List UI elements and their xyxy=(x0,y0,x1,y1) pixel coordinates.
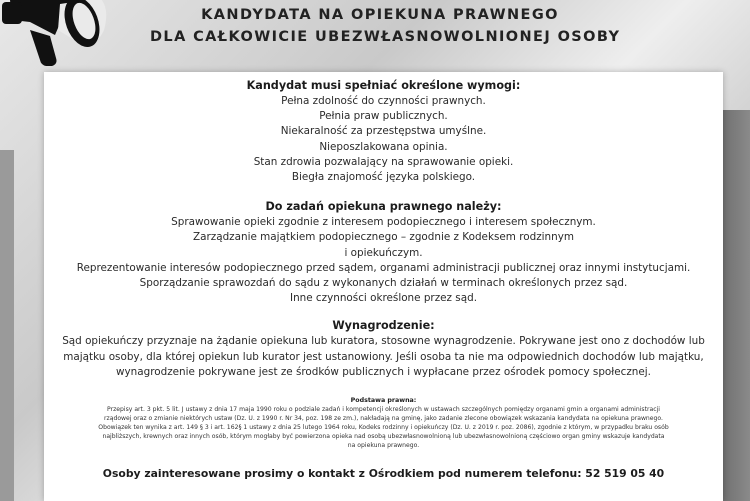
left-shadow xyxy=(0,150,14,501)
legal-basis-line: Obowiązek ten wynika z art. 149 § 3 i art. 162§ 1 ustawy z dnia 25 lutego 1964 roku, Kodeks rodzinny i opiekuńczy (Dz. U. z 2019 r. poz. 2086), zgodnie z którym, w przypadku braku osób xyxy=(98,424,669,432)
requirements-heading: Kandydat musi spełniać określone wymogi: xyxy=(246,79,521,92)
right-shadow xyxy=(720,110,750,501)
legal-basis-line: na opiekuna prawnego. xyxy=(347,442,420,450)
remuneration-line: Sąd opiekuńczy przyznaje na żądanie opiekuna lub kuratora, stosowne wynagrodzenie. Pokrywane jest ono z dochodów lub xyxy=(62,335,705,348)
requirement-item: Niekaralność za przestępstwa umyślne. xyxy=(280,125,487,138)
info-card xyxy=(44,72,723,501)
legal-basis-line: najbliższych, krewnych oraz innych osób, którym mogłaby być powierzona opieka nad osobą ubezwłasnowolnioną lub ubezwłasnowolnioną częściowo organ gminy wskazuje kandydata xyxy=(102,433,665,441)
duty-item: Inne czynności określone przez sąd. xyxy=(290,292,477,305)
header-line-1: KANDYDATA NA OPIEKUNA PRAWNEGO xyxy=(201,7,559,23)
requirement-item: Stan zdrowia pozwalający na sprawowanie opieki. xyxy=(253,155,514,168)
page-header xyxy=(150,4,621,48)
duty-item: Sporządzanie sprawozdań do sądu z wykonanych działań w terminach określonych przez sąd. xyxy=(139,277,628,290)
remuneration-line: wynagrodzenie pokrywane jest ze środków publicznych i wypłacane przez ośrodek pomocy społecznej. xyxy=(116,365,651,378)
legal-basis-line: rządowej oraz o zmianie niektórych ustaw (Dz. U. z 1990 r. Nr 34, poz. 198 ze zm.), nakładają na gminę, jako zadanie zlecone obowiązek wskazania kandydata na opiekuna prawnego. xyxy=(104,415,663,423)
contact-info: Osoby zainteresowane prosimy o kontakt z Ośrodkiem pod numerem telefonu: 52 519 05 40 xyxy=(102,467,665,481)
duties-heading: Do zadań opiekuna prawnego należy: xyxy=(265,200,502,214)
legal-basis-title: Podstawa prawna: xyxy=(350,397,417,405)
duty-item: Reprezentowanie interesów podopiecznego przed sądem, organami administracji publicznej oraz innymi instytucjami. xyxy=(76,261,691,274)
remuneration-line: majątku osoby, dla której opiekun lub kurator jest ustanowiony. Jeśli osoba ta nie ma odpowiednich dochodów lub majątku, xyxy=(63,350,704,363)
duty-item: Zarządzanie majątkiem podopiecznego – zgodnie z Kodeksem rodzinnym xyxy=(193,231,574,244)
megaphone-icon xyxy=(0,0,140,70)
remuneration-heading: Wynagrodzenie: xyxy=(332,319,435,333)
duty-item: i opiekuńczym. xyxy=(344,246,423,259)
requirement-item: Pełnia praw publicznych. xyxy=(319,110,448,123)
requirement-item: Biegła znajomość języka polskiego. xyxy=(291,171,476,184)
header-line-2: DLA CAŁKOWICIE UBEZWŁASNOWOLNIONEJ OSOBY xyxy=(150,29,621,45)
requirement-item: Nieposzlakowana opinia. xyxy=(319,140,448,153)
legal-basis-line: Przepisy art. 3 pkt. 5 lit. J ustawy z dnia 17 maja 1990 roku o podziale zadań i kompetencji określonych w ustawach szczególnych pomiędzy organami gmin a organami administracji xyxy=(107,406,660,414)
requirement-item: Pełna zdolność do czynności prawnych. xyxy=(281,95,486,107)
duty-item: Sprawowanie opieki zgodnie z interesem podopiecznego i interesem społecznym. xyxy=(171,216,596,229)
